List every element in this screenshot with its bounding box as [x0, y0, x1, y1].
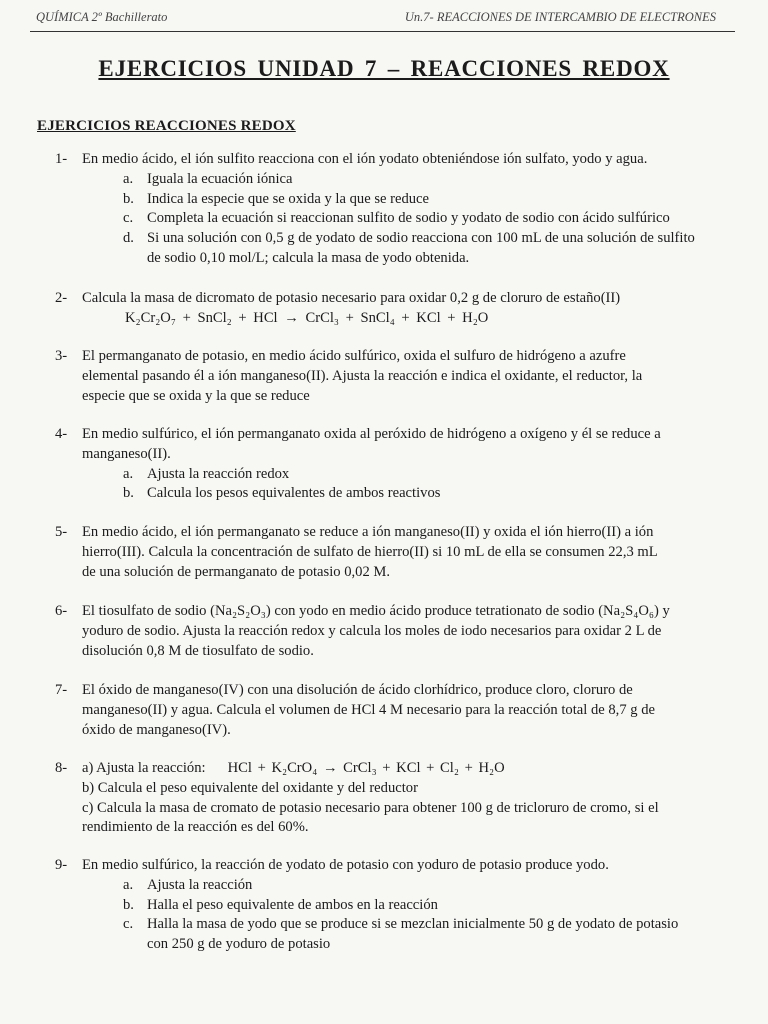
- item-text: Iguala la ecuación iónica: [147, 170, 293, 187]
- item-text: Si una solución con 0,5 g de yodato de sodio reacciona con 100 mL de una solución de sulfito: [147, 230, 695, 247]
- item-letter: a.: [123, 465, 134, 482]
- exercise-text: disolución 0,8 M de tiosulfato de sodio.: [82, 642, 314, 659]
- item-letter: c.: [123, 916, 134, 933]
- exercise-text: óxido de manganeso(IV).: [82, 721, 231, 738]
- header-subject: QUÍMICA 2º Bachillerato: [36, 10, 168, 24]
- exercise-text: manganeso(II).: [82, 445, 171, 462]
- exercise-text: especie que se oxida y la que se reduce: [82, 387, 310, 404]
- exercise-1: [55, 150, 695, 269]
- exercise-text: En medio ácido, el ión sulfito reacciona con el ión yodato obteniéndose ión sulfato, yodo y agua.: [82, 151, 648, 167]
- exercise-5: [55, 523, 658, 582]
- exercise-text: c) Calcula la masa de cromato de potasio necesario para obtener 100 g de tricloruro de cromo, si el: [82, 799, 659, 816]
- item-text: Halla el peso equivalente de ambos en la reacción: [147, 896, 438, 913]
- exercise-text: manganeso(II) y agua. Calcula el volumen de HCl 4 M necesario para la reacción total de 8,7 g de: [82, 701, 655, 718]
- item-text: Completa la ecuación si reaccionan sulfito de sodio y yodato de sodio con ácido sulfúrico: [147, 210, 670, 227]
- item-text: Calcula los pesos equivalentes de ambos reactivos: [147, 485, 441, 502]
- exercise-number: 5-: [55, 524, 68, 540]
- exercise-text: En medio sulfúrico, la reacción de yodato de potasio con yoduro de potasio produce yodo.: [82, 857, 609, 873]
- item-letter: a.: [123, 170, 134, 187]
- page-title: EJERCICIOS UNIDAD 7 – REACCIONES REDOX: [98, 56, 670, 81]
- exercise-number: 2-: [55, 290, 68, 306]
- item-letter: b.: [123, 190, 134, 207]
- exercise-number: 6-: [55, 603, 68, 619]
- exercise-6: [55, 602, 670, 661]
- exercise-text: de una solución de permanganato de potasio 0,02 M.: [82, 563, 391, 580]
- exercise-7: [55, 681, 655, 740]
- exercise-number: 8-: [55, 760, 68, 776]
- exercise-text: rendimiento de la reacción es del 60%.: [82, 819, 309, 836]
- exercise-2: [55, 289, 620, 329]
- item-text: Ajusta la reacción: [147, 876, 253, 893]
- item-text: Ajusta la reacción redox: [147, 465, 290, 482]
- exercise-text: elemental pasando él a ión manganeso(II). Ajusta la reacción e indica el oxidante, el reductor, la: [82, 367, 643, 384]
- exercise-8: [55, 759, 659, 838]
- exercise-3: [55, 347, 642, 406]
- item-text: Indica la especie que se oxida y la que se reduce: [147, 190, 430, 207]
- item-text: de sodio 0,10 mol/L; calcula la masa de yodo obtenida.: [147, 249, 470, 266]
- exercise-text: El permanganato de potasio, en medio ácido sulfúrico, oxida el sulfuro de hidrógeno a azufre: [82, 348, 626, 364]
- exercise-text: El óxido de manganeso(IV) con una disolución de ácido clorhídrico, produce cloro, cloruro de: [82, 682, 633, 698]
- exercise-number: 1-: [55, 151, 68, 167]
- section-heading: EJERCICIOS REACCIONES REDOX: [37, 118, 296, 134]
- item-text: Halla la masa de yodo que se produce si se mezclan inicialmente 50 g de yodato de potasio: [147, 916, 679, 933]
- exercise-9: [55, 856, 678, 955]
- exercise-text: yoduro de sodio. Ajusta la reacción redox y calcula los moles de iodo necesarios para oxidar 2 L de: [82, 622, 662, 639]
- exercise-number: 4-: [55, 426, 68, 442]
- exercise-number: 9-: [55, 857, 68, 873]
- item-text: con 250 g de yoduro de potasio: [147, 936, 331, 953]
- exercise-text: En medio sulfúrico, el ión permanganato oxida al peróxido de hidrógeno a oxígeno y él se reduce a: [82, 426, 661, 442]
- header-rule: [30, 31, 735, 32]
- exercise-text: b) Calcula el peso equivalente del oxidante y del reductor: [82, 779, 418, 796]
- chemical-equation: K₂Cr₂O₇ + SnCl₂ + HCl → CrCl₃ + SnCl₄ + KCl + H₂O: [125, 309, 489, 326]
- item-letter: a.: [123, 876, 134, 893]
- exercise-text: hierro(III). Calcula la concentración de sulfato de hierro(II) si 10 mL de ella se consumen 22,3 mL: [82, 543, 658, 560]
- exercise-text: a) Ajusta la reacción:: [82, 760, 206, 776]
- item-letter: c.: [123, 210, 134, 227]
- exercise-number: 7-: [55, 682, 68, 698]
- chemical-equation: HCl + K₂CrO₄ → CrCl₃ + KCl + Cl₂ + H₂O: [227, 760, 505, 776]
- header-unit: Un.7- REACCIONES DE INTERCAMBIO DE ELECTRONES: [404, 10, 716, 24]
- exercise-text: En medio ácido, el ión permanganato se reduce a ión manganeso(II) y oxida el ión hierro(II) a ión: [82, 524, 654, 540]
- exercise-text: El tiosulfato de sodio (Na₂S₂O₃) con yodo en medio ácido produce tetrationato de sodio (Na₂S₄O₆) y: [82, 603, 670, 619]
- exercise-text: Calcula la masa de dicromato de potasio necesario para oxidar 0,2 g de cloruro de estaño(II): [82, 290, 621, 306]
- item-letter: b.: [123, 896, 134, 913]
- item-letter: b.: [123, 485, 134, 502]
- exercise-number: 3-: [55, 348, 68, 364]
- item-letter: d.: [123, 230, 134, 247]
- exercise-4: [55, 425, 661, 504]
